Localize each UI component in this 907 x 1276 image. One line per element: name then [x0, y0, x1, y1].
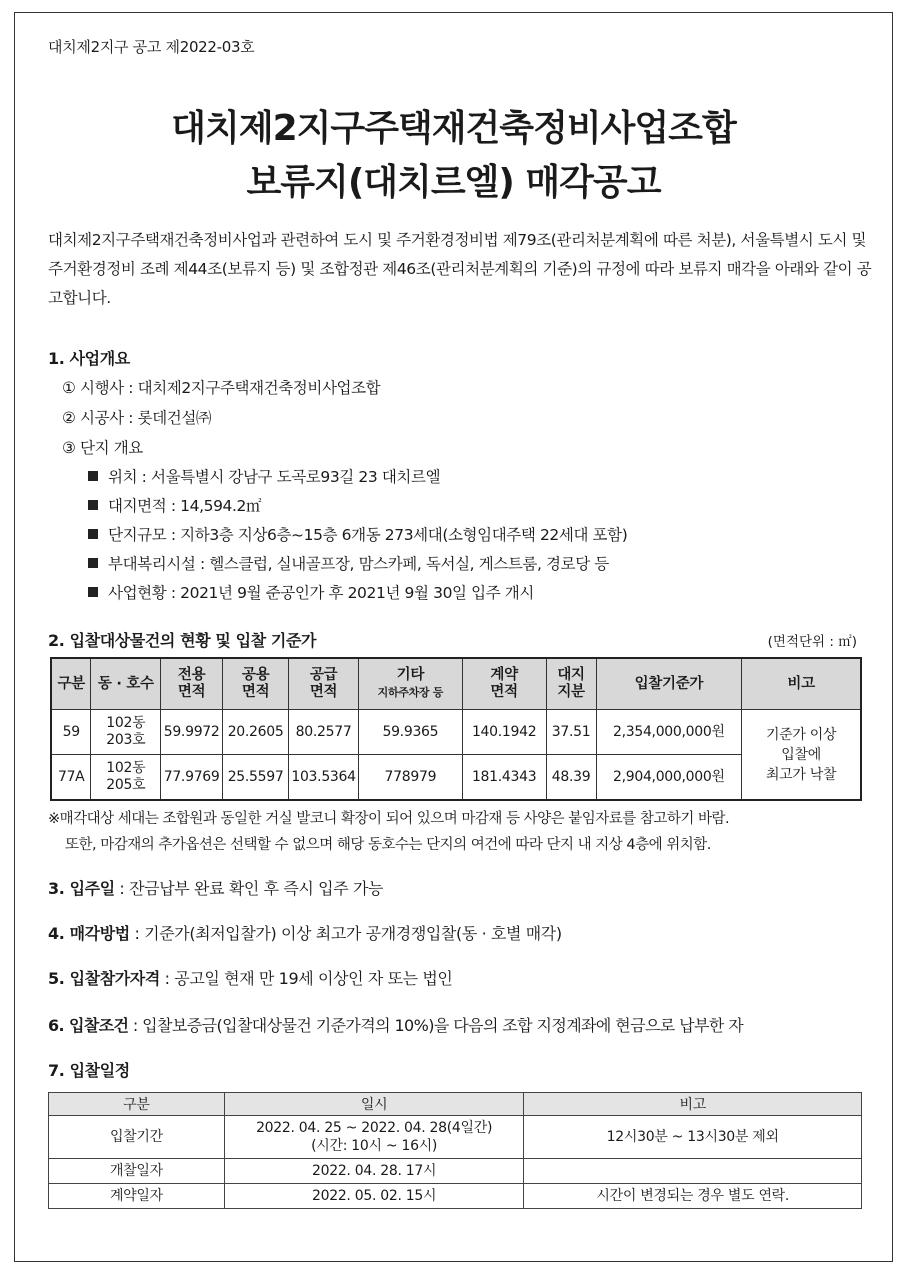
square-bullet-icon	[88, 558, 98, 568]
col-common-area: 공용 면적	[223, 658, 289, 710]
notice-number: 대치제2지구 공고 제2022-03호	[48, 38, 255, 56]
cell-price: 2,904,000,000원	[596, 755, 742, 801]
cell-type: 59	[51, 710, 91, 755]
sched-type: 개찰일자	[49, 1159, 225, 1184]
section-7-heading: 7. 입찰일정	[48, 1061, 130, 1080]
cell-contract: 140.1942	[462, 710, 546, 755]
cell-supply: 80.2577	[289, 710, 359, 755]
cell-supply: 103.5364	[289, 755, 359, 801]
cell-common: 25.5597	[223, 755, 289, 801]
sched-date: 2022. 05. 02. 15시	[224, 1184, 524, 1209]
col-supply-area: 공급 면적	[289, 658, 359, 710]
cell-exclusive: 77.9769	[161, 755, 223, 801]
table-row	[49, 1159, 862, 1184]
cell-type: 77A	[51, 755, 91, 801]
section-2-heading: 2. 입찰대상물건의 현황 및 입찰 기준가	[48, 631, 317, 650]
sched-remark	[524, 1159, 862, 1184]
cell-exclusive: 59.9972	[161, 710, 223, 755]
title-line-2: 보류지(대치르엘) 매각공고	[246, 162, 661, 203]
square-bullet-icon	[88, 500, 98, 510]
area-unit-label: (면적단위 : ㎡)	[767, 634, 857, 650]
bullet-status: 사업현황 : 2021년 9월 준공인가 후 2021년 9월 30일 입주 개시	[88, 581, 534, 603]
col-contract-area: 계약 면적	[462, 658, 546, 710]
table-note	[48, 806, 868, 858]
col-unit: 동 · 호수	[91, 658, 161, 710]
col-other-area: 기타 지하주차장 등	[359, 658, 463, 710]
bullet-facilities: 부대복리시설 : 헬스클럽, 실내골프장, 맘스카페, 독서실, 게스트룸, 경로당 등	[88, 552, 609, 574]
section-1-item-developer: ① 시행사 : 대치제2지구주택재건축정비사업조합	[62, 379, 381, 397]
sched-col-date: 일시	[224, 1093, 524, 1116]
schedule-table	[48, 1092, 862, 1209]
cell-common: 20.2605	[223, 710, 289, 755]
square-bullet-icon	[88, 471, 98, 481]
schedule-header-row	[49, 1093, 862, 1116]
table-row	[49, 1116, 862, 1159]
cell-land: 48.39	[546, 755, 596, 801]
section-3: 3. 입주일 : 잔금납부 완료 확인 후 즉시 입주 가능	[48, 879, 384, 898]
cell-land: 37.51	[546, 710, 596, 755]
property-table	[50, 657, 862, 801]
sched-type: 입찰기간	[49, 1116, 225, 1159]
intro-paragraph: 대치제2지구주택재건축정비사업과 관련하여 도시 및 주거환경정비법 제79조(관리처분계획에 따른 처분), 서울특별시 도시 및 주거환경정비 조례 제44조(보류지 등) 및 조합정관 제46조(관리처분계획의 기준)의 규정에 따라 보류지 매각을 아래와 같이 공고합니다.	[48, 231, 872, 307]
cell-other: 778979	[359, 755, 463, 801]
sched-col-remark: 비고	[524, 1093, 862, 1116]
col-type: 구분	[51, 658, 91, 710]
sched-date: 2022. 04. 28. 17시	[224, 1159, 524, 1184]
section-6: 6. 입찰조건 : 입찰보증금(입찰대상물건 기준가격의 10%)을 다음의 조합 지정계좌에 현금으로 납부한 자	[48, 1016, 744, 1035]
sched-remark: 12시30분 ~ 13시30분 제외	[524, 1116, 862, 1159]
table-row	[51, 710, 861, 755]
cell-other: 59.9365	[359, 710, 463, 755]
bullet-scale: 단지규모 : 지하3층 지상6층~15층 6개동 273세대(소형임대주택 22세대 포함)	[88, 523, 627, 545]
square-bullet-icon	[88, 587, 98, 597]
section-1-item-contractor: ② 시공사 : 롯데건설㈜	[62, 409, 212, 427]
cell-unit: 102동 203호	[91, 710, 161, 755]
title-line-1: 대치제2지구주택재건축정비사업조합	[171, 108, 736, 149]
col-base-price: 입찰기준가	[596, 658, 742, 710]
cell-remark: 기준가 이상 입찰에 최고가 낙찰	[742, 710, 861, 801]
section-4: 4. 매각방법 : 기준가(최저입찰가) 이상 최고가 공개경쟁입찰(동 · 호별 매각)	[48, 924, 562, 943]
table-note-line-1: ※매각대상 세대는 조합원과 동일한 거실 발코니 확장이 되어 있으며 마감재 등 사양은 붙임자료를 참고하기 바람.	[48, 811, 730, 827]
bullet-location: 위치 : 서울특별시 강남구 도곡로93길 23 대치르엘	[88, 465, 440, 487]
sched-col-type: 구분	[49, 1093, 225, 1116]
cell-contract: 181.4343	[462, 755, 546, 801]
sched-date: 2022. 04. 25 ~ 2022. 04. 28(4일간) (시간: 10시 ~ 16시)	[224, 1116, 524, 1159]
table-row	[49, 1184, 862, 1209]
section-1-item-complex: ③ 단지 개요	[62, 439, 143, 457]
table-row	[51, 755, 861, 801]
cell-price: 2,354,000,000원	[596, 710, 742, 755]
section-1-heading: 1. 사업개요	[48, 349, 130, 368]
col-land-share: 대지 지분	[546, 658, 596, 710]
sched-remark: 시간이 변경되는 경우 별도 연락.	[524, 1184, 862, 1209]
col-remark: 비고	[742, 658, 861, 710]
col-exclusive-area: 전용 면적	[161, 658, 223, 710]
square-bullet-icon	[88, 529, 98, 539]
table-note-line-2: 또한, 마감재의 추가옵션은 선택할 수 없으며 해당 동호수는 단지의 여건에 따라 단지 내 지상 4층에 위치함.	[65, 837, 711, 853]
cell-unit: 102동 205호	[91, 755, 161, 801]
section-5: 5. 입찰참가자격 : 공고일 현재 만 19세 이상인 자 또는 법인	[48, 969, 453, 988]
table-header-row	[51, 658, 861, 710]
sched-type: 계약일자	[49, 1184, 225, 1209]
bullet-land-area: 대지면적 : 14,594.2㎡	[88, 494, 261, 516]
